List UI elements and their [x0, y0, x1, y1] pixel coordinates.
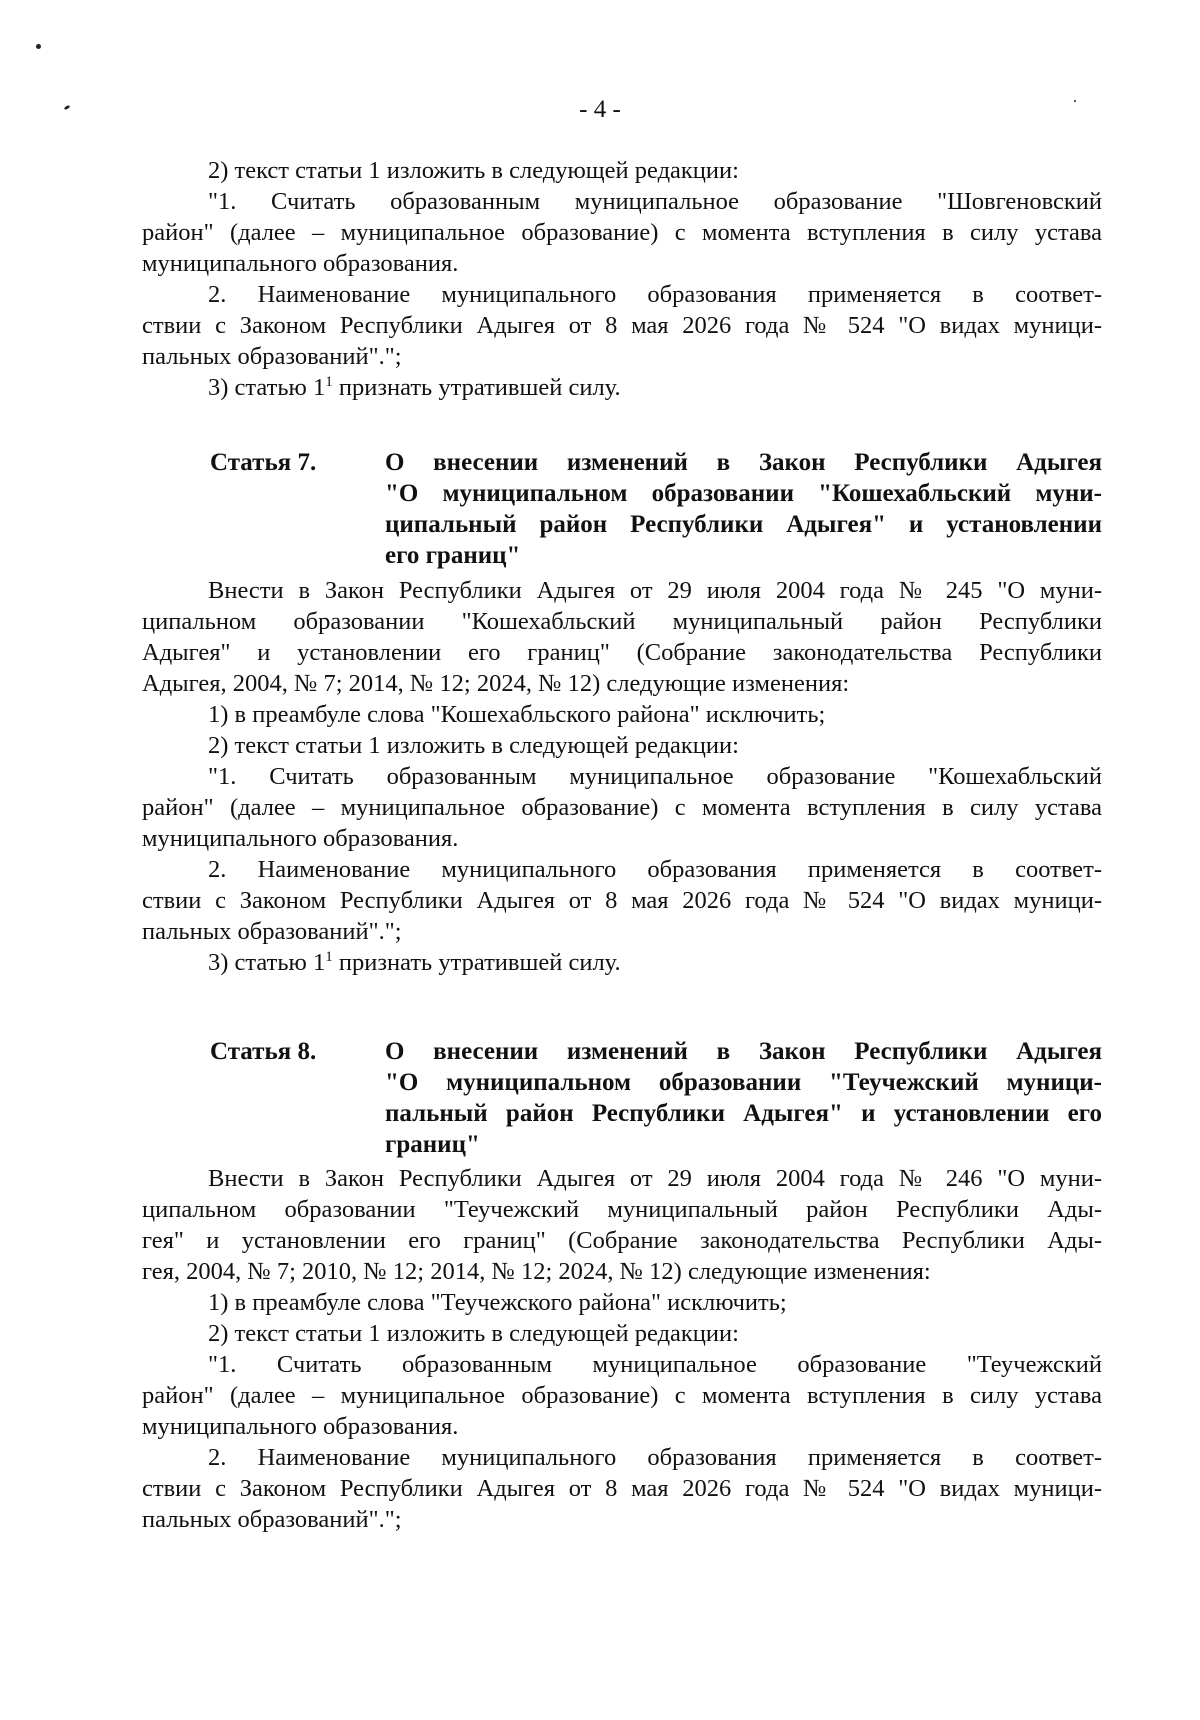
paragraph-line [142, 947, 1102, 978]
paragraph-line: 2) текст статьи 1 изложить в следующей редакции: [208, 1320, 739, 1347]
paragraph-line: 2) текст статьи 1 изложить в следующей редакции: [208, 157, 739, 184]
paragraph-line: Внести в Закон Республики Адыгея от 29 июля 2004 года № 246 "О муни- [208, 1165, 1102, 1192]
paragraph-line: "1. Считать образованным муниципальное образование "Кошехабльский [208, 763, 1102, 790]
title-line: ципальный район Республики Адыгея" и установлении [385, 511, 1102, 538]
paragraph-line: Адыгея" и установлении его границ" (Собрание законодательства Республики [142, 639, 1102, 666]
title-line: границ" [385, 1131, 480, 1158]
paragraph-line: муниципального образования. [142, 1413, 459, 1440]
scan-speck [36, 44, 41, 49]
paragraph-line: пальных образований"."; [142, 1506, 402, 1533]
paragraph-line: ципальном образовании "Теучежский муниципальный район Республики Ады- [142, 1196, 1102, 1223]
article-7-title [385, 447, 1102, 571]
paragraph-line: район" (далее – муниципальное образование) с момента вступления в силу устава [142, 794, 1102, 821]
title-line: его границ" [385, 542, 521, 569]
paragraph-line: 2. Наименование муниципального образования применяется в соответ- [208, 856, 1102, 883]
paragraph-line: ципальном образовании "Кошехабльский муниципальный район Республики [142, 608, 1102, 635]
title-line: пальный район Республики Адыгея" и установлении его [385, 1100, 1102, 1127]
paragraph-line [142, 372, 1102, 403]
paragraph-line: муниципального образования. [142, 250, 459, 277]
article-8-title [385, 1036, 1102, 1160]
paragraph-line: 2. Наименование муниципального образования применяется в соответ- [208, 1444, 1102, 1471]
paragraph-line: "1. Считать образованным муниципальное образование "Теучежский [208, 1351, 1102, 1378]
article-8-label: Статья 8. [210, 1038, 317, 1065]
superscript: 1 [325, 948, 333, 965]
article-8-body [142, 1163, 1102, 1535]
article-7-label: Статья 7. [210, 449, 317, 476]
paragraph-line: ствии с Законом Республики Адыгея от 8 мая 2026 года № 524 "О видах муници- [142, 887, 1102, 914]
paragraph-line: 2) текст статьи 1 изложить в следующей редакции: [208, 732, 739, 759]
paragraph-line: 1) в преамбуле слова "Кошехабльского района" исключить; [208, 701, 826, 728]
item-text: признать утратившей силу. [332, 374, 621, 401]
page-number: - 4 - [579, 96, 621, 123]
paragraph-line: ствии с Законом Республики Адыгея от 8 мая 2026 года № 524 "О видах муници- [142, 312, 1102, 339]
paragraph-line: район" (далее – муниципальное образование) с момента вступления в силу устава [142, 1382, 1102, 1409]
item-text: 3) статью 1 [208, 949, 326, 976]
paragraph-line: район" (далее – муниципальное образование) с момента вступления в силу устава [142, 219, 1102, 246]
paragraph-line: муниципального образования. [142, 825, 459, 852]
paragraph-line: "1. Считать образованным муниципальное образование "Шовгеновский [208, 188, 1102, 215]
paragraph-line: гея, 2004, № 7; 2010, № 12; 2014, № 12; 2024, № 12) следующие изменения: [142, 1258, 931, 1285]
title-line: "О муниципальном образовании "Кошехабльский муни- [385, 480, 1102, 507]
paragraph-line: ствии с Законом Республики Адыгея от 8 мая 2026 года № 524 "О видах муници- [142, 1475, 1102, 1502]
paragraph-line: 1) в преамбуле слова "Теучежского района" исключить; [208, 1289, 787, 1316]
title-line: О внесении изменений в Закон Республики Адыгея [385, 449, 1102, 476]
item-text: признать утратившей силу. [332, 949, 621, 976]
paragraph-line: Внести в Закон Республики Адыгея от 29 июля 2004 года № 245 "О муни- [208, 577, 1102, 604]
item-text: 3) статью 1 [208, 374, 326, 401]
paragraph-line: пальных образований"."; [142, 918, 402, 945]
paragraph-line: 2. Наименование муниципального образования применяется в соответ- [208, 281, 1102, 308]
paragraph-line: гея" и установлении его границ" (Собрание законодательства Республики Ады- [142, 1227, 1102, 1254]
title-line: О внесении изменений в Закон Республики Адыгея [385, 1038, 1102, 1065]
top-section [142, 155, 1102, 403]
superscript: 1 [325, 373, 333, 390]
article-7-body [142, 575, 1102, 978]
title-line: "О муниципальном образовании "Теучежский муници- [385, 1069, 1102, 1096]
paragraph-line: Адыгея, 2004, № 7; 2014, № 12; 2024, № 12) следующие изменения: [142, 670, 850, 697]
paragraph-line: пальных образований"."; [142, 343, 402, 370]
